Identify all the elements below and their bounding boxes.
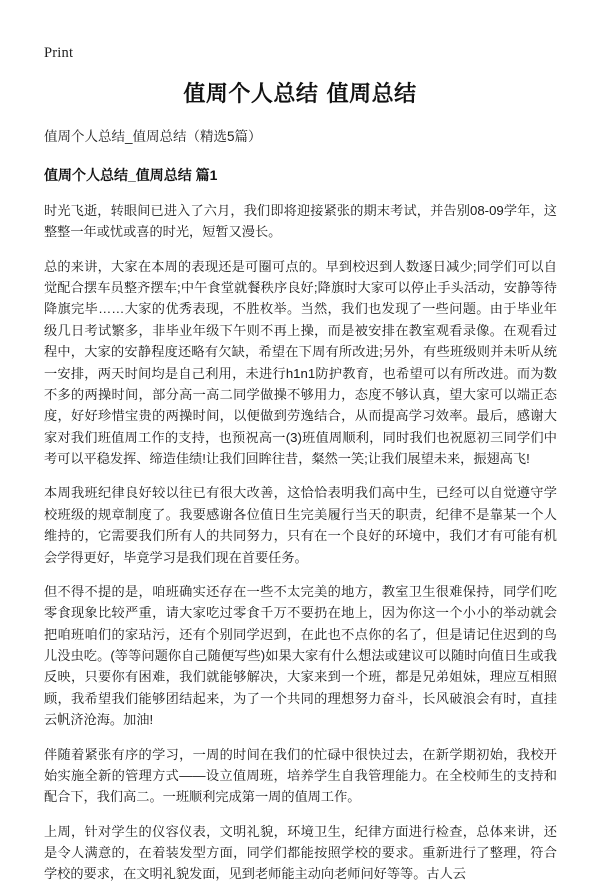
print-bar	[0, 0, 600, 66]
paragraph: 本周我班纪律良好较以往已有很大改善，这恰恰表明我们高中生，已经可以自觉遵守学校班级的规章制度了。我要感谢各位值日生完美履行当天的职责，纪律不是靠某一个人维持的，它需要我们所有人的共同努力，只有在一个良好的环境中，我们才有可能有机会学得更好，毕竟学习是我们现在首要任务。	[44, 485, 557, 565]
section-heading: 值周个人总结_值周总结 篇1	[44, 166, 218, 183]
paragraph: 上周，针对学生的仪容仪表，文明礼貌，环境卫生，纪律方面进行检查，总体来讲，还是令人满意的，在着装发型方面，同学们都能按照学校的要求。重新进行了整理，符合学校的要求，在文明礼貌发面，见到老师能主动向老师问好等等。古人云	[44, 823, 557, 882]
print-link[interactable]: Print	[44, 45, 74, 61]
paragraph: 但不得不提的是，咱班确实还存在一些不太完美的地方，教室卫生很难保持，同学们吃零食现象比较严重，请大家吃过零食千万不要扔在地上，因为你这一个小小的举动就会把咱班咱们的家玷污，还有个别同学迟到，在此也不点你的名了，但是请记住迟到的鸟儿没虫吃。(等等问题你自己随便写些)如果大家有什么想法或建议可以随时向值日生或我反映，只要你有困难，我们就能够解决，大家来到一个班，都是兄弟姐妹，理应互相照顾，我希望我们能够团结起来，为了一个共同的理想努力奋斗，长风破浪会有时，直挂云帆济沧海。加油!	[44, 583, 557, 728]
document-body	[0, 200, 600, 885]
paragraph: 总的来讲，大家在本周的表现还是可圈可点的。早到校迟到人数逐日减少;同学们可以自觉配合摆车员整齐摆车;中午食堂就餐秩序良好;降旗时大家可以停止手头活动，安静等待降旗完毕……大家的优秀表现，不胜枚举。当然，我们也发现了一些问题。由于毕业年级几日考试繁多，非毕业年级下午则不再上操，而是被安排在教室观看录像。在观看过程中，大家的安静程度还略有欠缺，希望在下周有所改进;另外，有些班级则并未听从统一安排，两天时间均是自己利用，未进行h1n1防护教育，也希望可以有所改进。而为数不多的两操时间，部分高一高二同学做操不够用力，态度不够认真，望大家可以端正态度，好好珍惜宝贵的两操时间，以便做到劳逸结合，从而提高学习效率。最后，感谢大家对我们班值周工作的支持，也预祝高一(3)班值周顺利，同时我们也祝愿初三同学们中考可以平稳发挥、缔造佳绩!让我们回眸往昔，粲然一笑;让我们展望未来，振翅高飞!	[44, 258, 557, 467]
document-subtitle: 值周个人总结_值周总结（精选5篇）	[44, 128, 262, 144]
paragraph: 伴随着紧张有序的学习，一周的时间在我们的忙碌中很快过去，在新学期初始，我校开始实施全新的管理方式——设立值周班，培养学生自我管理能力。在全校师生的支持和配合下，我们高二。一班顺利完成第一周的值周工作。	[44, 746, 557, 805]
paragraph: 时光飞逝，转眼间已进入了六月，我们即将迎接紧张的期末考试，并告别08-09学年，这整整一年或忧或喜的时光，短暂又漫长。	[44, 202, 557, 240]
page-title: 值周个人总结 值周总结	[183, 82, 417, 107]
